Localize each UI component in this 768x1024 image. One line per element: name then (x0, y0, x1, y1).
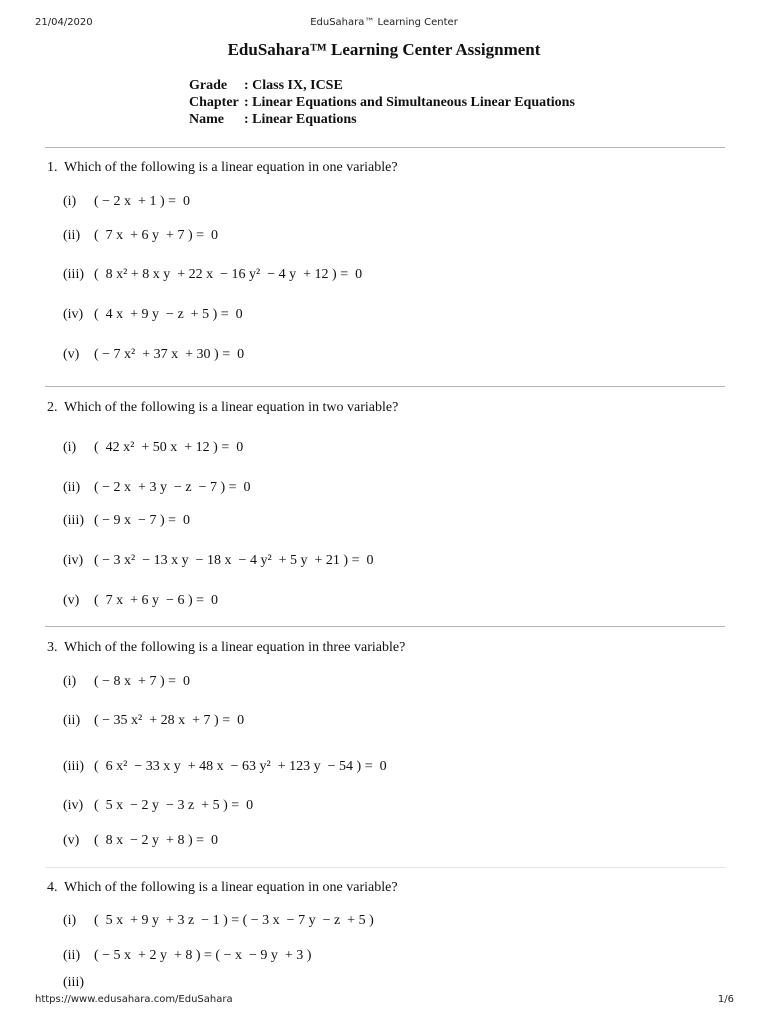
q3-option-2 (63, 713, 244, 729)
option-label: (iv) (63, 307, 84, 322)
q4-option-2 (63, 948, 311, 964)
option-label: (iv) (63, 798, 84, 813)
q3-option-5 (63, 833, 218, 849)
option-expression: ( 7 x + 6 y − 6 ) = 0 (94, 593, 219, 608)
option-expression: ( 8 x − 2 y + 8 ) = 0 (94, 833, 219, 848)
option-label: (iii) (63, 513, 84, 528)
q4-option-1 (63, 913, 374, 929)
divider (45, 386, 725, 387)
option-expression: ( − 8 x + 7 ) = 0 (94, 674, 191, 689)
question-text: Which of the following is a linear equation in one variable? (64, 160, 398, 175)
divider (45, 147, 725, 148)
q3-option-4 (63, 798, 253, 814)
option-expression: ( − 35 x² + 28 x + 7 ) = 0 (94, 713, 245, 728)
divider (45, 626, 725, 627)
q4-option-3 (63, 975, 94, 991)
option-expression: ( 4 x + 9 y − z + 5 ) = 0 (94, 307, 243, 322)
question-2 (47, 400, 398, 416)
question-text: Which of the following is a linear equation in one variable? (64, 880, 398, 895)
option-expression: ( 8 x² + 8 x y + 22 x − 16 y² − 4 y + 12 ) = 0 (94, 267, 363, 282)
q2-option-2 (63, 480, 251, 496)
option-expression: ( 6 x² − 33 x y + 48 x − 63 y² + 123 y − 54 ) = 0 (94, 759, 387, 774)
option-expression: ( − 5 x + 2 y + 8 ) = ( − x − 9 y + 3 ) (94, 948, 312, 963)
meta-grade (189, 78, 343, 94)
question-number: 2. (47, 400, 58, 415)
option-expression: ( 5 x − 2 y − 3 z + 5 ) = 0 (94, 798, 254, 813)
option-label: (v) (63, 593, 80, 608)
print-header-title: EduSahara™ Learning Center (310, 17, 458, 28)
grade-label: Grade (189, 78, 228, 93)
question-text: Which of the following is a linear equation in three variable? (64, 640, 406, 655)
q2-option-4 (63, 553, 374, 569)
question-4 (47, 880, 398, 896)
q3-option-3 (63, 759, 387, 775)
name-value: : Linear Equations (244, 112, 357, 127)
name-label: Name (189, 112, 224, 127)
document-title: EduSahara™ Learning Center Assignment (227, 40, 541, 59)
print-date: 21/04/2020 (35, 17, 93, 28)
grade-value: : Class IX, ICSE (244, 78, 343, 93)
option-label: (iii) (63, 759, 84, 774)
chapter-label: Chapter (189, 95, 239, 110)
option-expression: ( 7 x + 6 y + 7 ) = 0 (94, 228, 219, 243)
question-1 (47, 160, 398, 176)
meta-chapter (189, 95, 575, 111)
option-label: (iv) (63, 553, 84, 568)
option-expression: ( − 2 x + 1 ) = 0 (94, 194, 191, 209)
option-label: (ii) (63, 480, 81, 495)
option-label: (i) (63, 194, 77, 209)
q2-option-3 (63, 513, 190, 529)
q2-option-5 (63, 593, 218, 609)
q1-option-2 (63, 228, 218, 244)
option-expression: ( − 7 x² + 37 x + 30 ) = 0 (94, 347, 245, 362)
option-label: (iii) (63, 267, 84, 282)
question-3 (47, 640, 405, 656)
page-number: 1/6 (717, 994, 734, 1005)
option-label: (ii) (63, 713, 81, 728)
question-text: Which of the following is a linear equation in two variable? (64, 400, 399, 415)
option-expression: ( 42 x² + 50 x + 12 ) = 0 (94, 440, 244, 455)
q1-option-5 (63, 347, 244, 363)
meta-name (189, 112, 357, 128)
chapter-value: : Linear Equations and Simultaneous Linear Equations (244, 95, 575, 110)
option-expression: ( − 3 x² − 13 x y − 18 x − 4 y² + 5 y + 21 ) = 0 (94, 553, 374, 568)
divider (45, 867, 725, 868)
q1-option-1 (63, 194, 190, 210)
option-expression: ( 5 x + 9 y + 3 z − 1 ) = ( − 3 x − 7 y − z + 5 ) (94, 913, 374, 928)
option-label: (i) (63, 440, 77, 455)
option-expression: ( − 2 x + 3 y − z − 7 ) = 0 (94, 480, 251, 495)
option-expression: ( − 9 x − 7 ) = 0 (94, 513, 191, 528)
option-label: (ii) (63, 228, 81, 243)
option-label: (i) (63, 913, 77, 928)
q1-option-3 (63, 267, 362, 283)
option-label: (ii) (63, 948, 81, 963)
option-label: (i) (63, 674, 77, 689)
option-label: (v) (63, 347, 80, 362)
option-label: (v) (63, 833, 80, 848)
q2-option-1 (63, 440, 243, 456)
option-label: (iii) (63, 975, 84, 990)
q3-option-1 (63, 674, 190, 690)
q1-option-4 (63, 307, 243, 323)
footer-url-link[interactable]: https://www.edusahara.com/EduSahara (35, 994, 233, 1005)
question-number: 1. (47, 160, 58, 175)
question-number: 4. (47, 880, 58, 895)
question-number: 3. (47, 640, 58, 655)
